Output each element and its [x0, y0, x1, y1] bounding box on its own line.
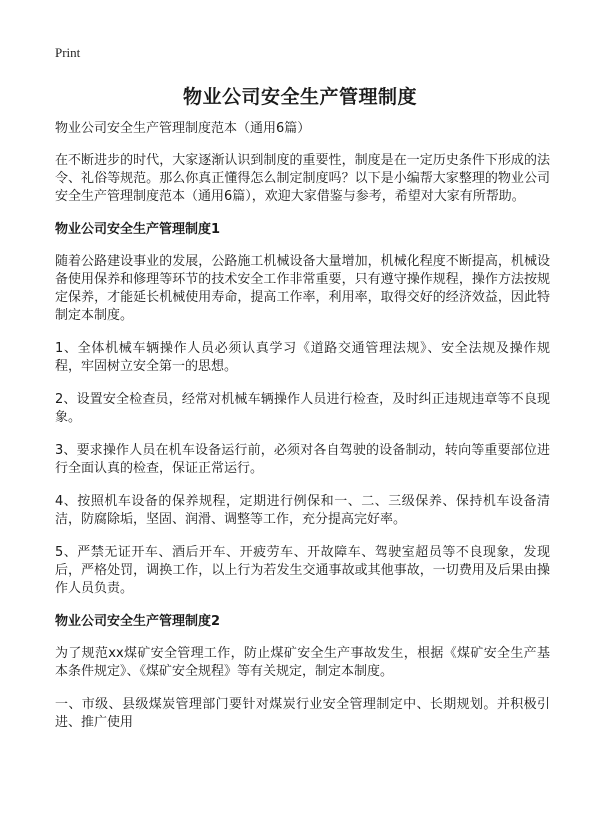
section1-paragraph: 随着公路建设事业的发展，公路施工机械设备大量增加，机械化程度不断提高，机械设备使用保养和修理等环节的技术安全工作非常重要，只有遵守操作规程，操作方法按规定保养，才能延长机械使用寿命，提高工作率，利用率，取得交好的经济效益，因此特制定本制度。: [55, 254, 550, 323]
document-subtitle: 物业公司安全生产管理制度范本（通用6篇）: [55, 121, 311, 136]
section1-rule-2: 2、设置安全检查员，经常对机械车辆操作人员进行检查，及时纠正违规违章等不良现象。: [55, 392, 550, 425]
section1-rule-4: 4、按照机车设备的保养规程，定期进行例保和一、二、三级保养、保持机车设备清洁，防腐除垢，坚固、润滑、调整等工作，充分提高完好率。: [55, 494, 550, 527]
section2-rule-1: 一、市级、县级煤炭管理部门要针对煤炭行业安全管理制定中、长期规划。并积极引进、推广使用: [55, 697, 550, 730]
print-link[interactable]: Print: [55, 45, 81, 60]
section1-rule-3: 3、要求操作人员在机车设备运行前，必须对各自驾驶的设备制动，转向等重要部位进行全面认真的检查，保证正常运行。: [55, 443, 550, 476]
section-heading-1: 物业公司安全生产管理制度1: [55, 222, 221, 237]
document-title: 物业公司安全生产管理制度: [182, 86, 417, 108]
section1-rule-1: 1、全体机械车辆操作人员必须认真学习《道路交通管理法规》、安全法规及操作规程，牢固树立安全第一的思想。: [55, 341, 550, 374]
intro-paragraph: 在不断进步的时代，大家逐渐认识到制度的重要性，制度是在一定历史条件下形成的法令、礼俗等规范。那么你真正懂得怎么制定制度吗？以下是小编帮大家整理的物业公司安全生产管理制度范本（通用6篇），欢迎大家借鉴与参考，希望对大家有所帮助。: [55, 153, 550, 204]
section2-paragraph: 为了规范xx煤矿安全管理工作，防止煤矿安全生产事故发生，根据《煤矿安全生产基本条件规定》、《煤矿安全规程》等有关规定，制定本制度。: [55, 646, 550, 679]
section1-rule-5: 5、严禁无证开车、酒后开车、开疲劳车、开故障车、驾驶室超员等不良现象，发现后，严格处罚，调换工作，以上行为若发生交通事故或其他事故，一切费用及后果由操作人员负责。: [55, 545, 550, 596]
document-body: [55, 120, 550, 747]
section-heading-2: 物业公司安全生产管理制度2: [55, 614, 221, 629]
